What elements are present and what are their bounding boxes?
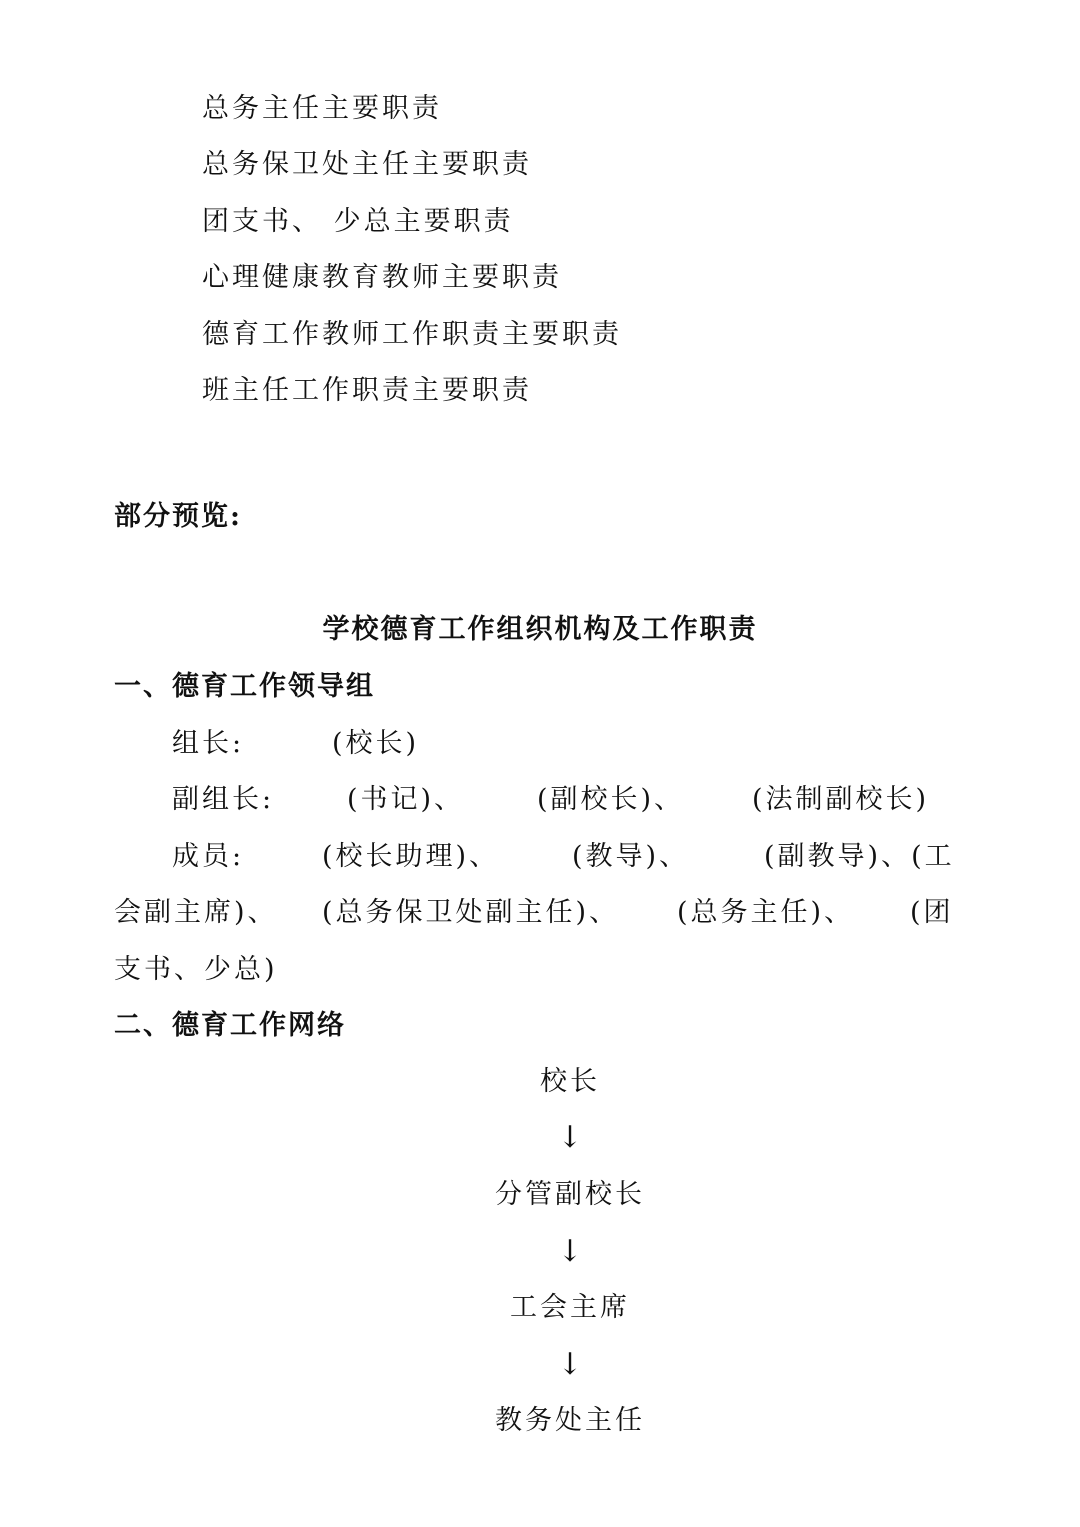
member-value: (总务主任)、 (677, 897, 855, 928)
deputy-label: 副组长: (172, 784, 275, 815)
leader-value: (校长) (332, 728, 420, 759)
document-title: 学校德育工作组织机构及工作职责 (322, 614, 758, 645)
deputy-value: (法制副校长) (752, 784, 930, 815)
member-value: (总务保卫处副主任)、 (322, 897, 620, 928)
down-arrow-icon: ↓ (557, 1120, 583, 1155)
section-heading-network: 二、德育工作网络 (114, 1010, 346, 1041)
network-node-principal: 校长 (540, 1066, 600, 1097)
toc-item: 德育工作教师工作职责主要职责 (202, 319, 622, 350)
toc-item: 总务保卫处主任主要职责 (202, 149, 532, 180)
down-arrow-icon: ↓ (557, 1347, 583, 1382)
network-node-vice-principal: 分管副校长 (495, 1179, 645, 1210)
down-arrow-icon: ↓ (557, 1234, 583, 1269)
leader-label: 组长: (172, 728, 245, 759)
members-label: 成员: (172, 841, 245, 872)
deputy-value: (书记)、 (347, 784, 465, 815)
toc-item: 团支书、 少总主要职责 (202, 206, 514, 237)
toc-item: 总务主任主要职责 (202, 93, 442, 124)
member-value: 支书、少总) (114, 954, 278, 985)
member-value: (教导)、 (572, 841, 690, 872)
member-value: (团 (910, 897, 954, 928)
network-node-academic-director: 教务处主任 (495, 1405, 645, 1436)
toc-item: 心理健康教育教师主要职责 (202, 262, 562, 293)
network-node-union-chair: 工会主席 (510, 1292, 630, 1323)
member-value: (校长助理)、 (322, 841, 500, 872)
deputy-value: (副校长)、 (537, 784, 685, 815)
section-heading-leadership: 一、德育工作领导组 (114, 671, 375, 702)
member-value: (副教导)、(工 (764, 841, 955, 872)
member-value: 会副主席)、 (114, 897, 278, 928)
preview-label: 部分预览: (114, 501, 242, 532)
toc-item: 班主任工作职责主要职责 (202, 375, 532, 406)
